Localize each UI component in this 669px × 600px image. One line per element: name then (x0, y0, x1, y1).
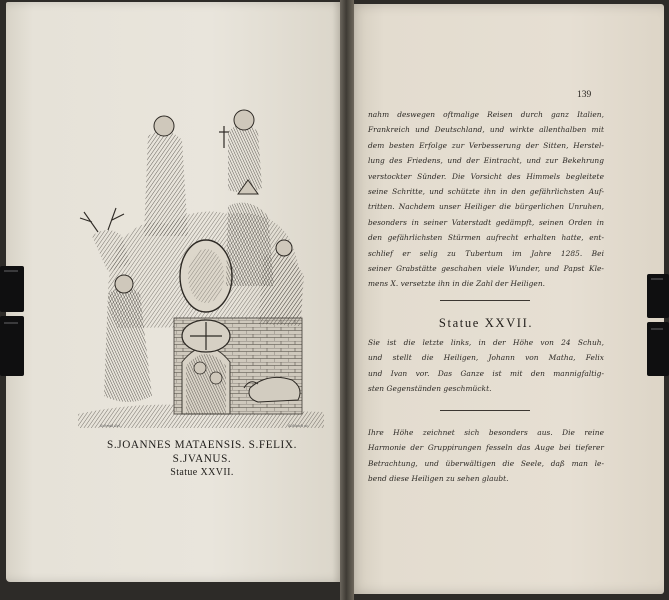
binder-clip-right-lower (647, 322, 669, 376)
paragraph-2 (368, 335, 604, 397)
text-line: besonders in seiner Vaterstadt gedämpft, seinen Orden in (368, 217, 604, 227)
text-line: verstockter Sünder. Die Vorsicht des Himmels begleitete (368, 171, 604, 181)
text-line: bend diese Heiligen zu sehen glaubt. (368, 474, 509, 484)
section-heading: Statue XXVII. (438, 316, 534, 330)
divider-rule (440, 300, 530, 301)
binder-clip-left-upper (0, 266, 24, 312)
binder-clip-right-upper (647, 274, 669, 318)
right-page (346, 4, 664, 594)
text-line: seine Schritte, und schützte ihn in den gefährlichsten Auf- (368, 187, 604, 197)
engraving-caption (70, 438, 334, 479)
text-line: sten Gegenständen geschmückt. (368, 384, 492, 394)
text-line: lung des Friedens, und der Eintracht, und zur Bekehrung (368, 156, 604, 166)
engraving-credit-left: Schmid del. (100, 424, 121, 428)
caption-line-2: S.JVANUS. (172, 453, 232, 465)
text-line: schlief er selig zu Tubertum im Jahre 1285. Bei (368, 248, 604, 258)
text-line: Frankreich und Deutschland, und wirkte allenthalben mit (368, 125, 604, 135)
text-line: und Ivan vor. Das Ganze ist mit den mannigfaltig- (368, 368, 604, 378)
text-line: dem besten Erfolge zur Verbesserung der Sitten, Herstel- (368, 140, 604, 150)
paragraph-1 (368, 107, 604, 292)
text-line: Sie ist die letzte links, in der Höhe von 24 Schuh, (368, 338, 604, 347)
divider-rule (440, 410, 530, 411)
text-line: Ihre Höhe zeichnet sich besonders aus. Die reine (368, 428, 604, 437)
text-line: Betrachtung, und überwältigen die Seele, daß man le- (368, 458, 604, 468)
caption-line-3: Statue XXVII. (170, 467, 234, 478)
text-line: tritten. Nachdem unser Heiliger die bürgerlichen Unruhen, (368, 202, 604, 212)
binder-clip-left-lower (0, 316, 24, 376)
engraving-credit-right: Schleich sc. (288, 424, 310, 428)
text-line: nahm deswegen oftmalige Reisen durch ganz Italien, (368, 110, 604, 119)
statue-engraving (78, 96, 324, 428)
book-gutter (340, 0, 354, 600)
text-line: mens X. versetzte ihn in die Zahl der Heiligen. (368, 279, 546, 289)
text-line: Harmonie der Gruppirungen fesseln das Auge bei tieferer (368, 443, 604, 453)
paragraph-3 (368, 425, 604, 487)
text-line: seiner Grabstätte geschahen viele Wunder, und Papst Kle- (368, 264, 604, 274)
page-number: 139 (577, 90, 592, 100)
text-line: und stellt die Heiligen, Johann von Matha, Felix (368, 353, 604, 363)
caption-line-1: S.JOANNES MATAENSIS. S.FELIX. (107, 439, 297, 451)
text-line: den gefährlichsten Stürmen aufrecht erhalten hatte, ent- (368, 233, 604, 243)
